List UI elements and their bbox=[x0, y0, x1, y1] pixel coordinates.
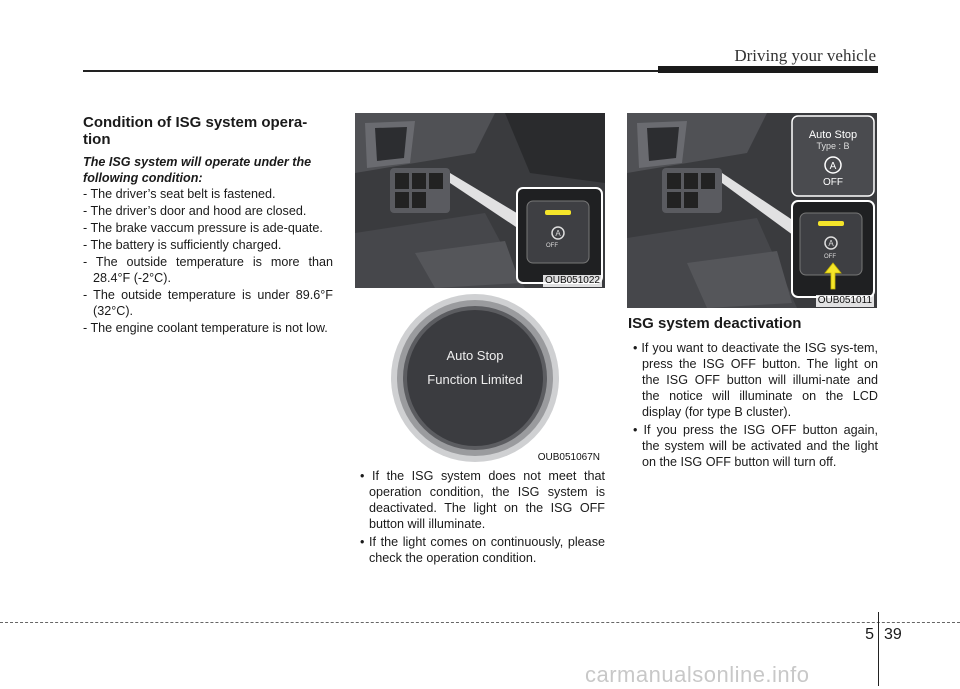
bullet-item: • If the light comes on continuously, please check the operation condition. bbox=[355, 534, 605, 566]
running-header: Driving your vehicle bbox=[734, 46, 876, 65]
figure-code: OUB051022 bbox=[544, 275, 600, 286]
right-column-text bbox=[628, 315, 878, 472]
isg-off-button-label: OFF bbox=[546, 243, 558, 249]
svg-text:A: A bbox=[829, 161, 837, 172]
condition-item: - The outside temperature is more than 28.4°F (-2°C). bbox=[83, 255, 333, 285]
page-number-separator bbox=[878, 612, 879, 686]
middle-column-text bbox=[355, 468, 605, 568]
figure-code: OUB051067N bbox=[537, 452, 600, 463]
cluster-message-line1: Auto Stop bbox=[446, 348, 504, 363]
left-column bbox=[83, 114, 333, 336]
section-heading-isg-condition: Condition of ISG system opera-tion bbox=[83, 114, 308, 148]
figure-auto-stop-function-limited bbox=[355, 290, 605, 465]
section-subheading: The ISG system will operate under the following condition: bbox=[83, 155, 312, 185]
bullet-item: • If you want to deactivate the ISG sys-tem, press the ISG OFF button. The light on the ISG OFF button will illumi-nate and the notice will illuminate on the LCD display (for type B cluster). bbox=[628, 340, 878, 420]
condition-item: - The outside temperature is under 89.6°F (32°C). bbox=[83, 288, 333, 318]
footer-dashed-rule bbox=[0, 622, 960, 623]
watermark: carmanualsonline.info bbox=[585, 662, 810, 687]
chapter-number: 5 bbox=[865, 626, 874, 643]
header-rule-accent bbox=[658, 66, 878, 73]
callout-off-label: OFF bbox=[823, 177, 843, 188]
callout-type: Type : B bbox=[816, 141, 850, 151]
isg-off-button-label: OFF bbox=[824, 254, 836, 260]
callout-title: Auto Stop bbox=[808, 129, 858, 141]
svg-text:A: A bbox=[828, 239, 834, 248]
page-number: 39 bbox=[884, 626, 902, 643]
cluster-message-line2: Function Limited bbox=[427, 372, 523, 387]
figure-code: OUB051011 bbox=[817, 295, 872, 306]
bullet-item: • If you press the ISG OFF button again, the system will be activated and the light on the ISG OFF button will turn off. bbox=[628, 422, 878, 470]
condition-item: - The brake vaccum pressure is ade-quate. bbox=[83, 221, 323, 235]
condition-item: - The driver’s seat belt is fastened. bbox=[83, 187, 276, 201]
section-heading-isg-deactivation: ISG system deactivation bbox=[628, 315, 802, 332]
condition-item: - The battery is sufficiently charged. bbox=[83, 238, 282, 252]
condition-item: - The engine coolant temperature is not low. bbox=[83, 321, 328, 335]
bullet-item: • If the ISG system does not meet that operation condition, the ISG system is deactivated. The light on the ISG OFF button will illuminate. bbox=[355, 468, 605, 532]
condition-item: - The driver’s door and hood are closed. bbox=[83, 204, 307, 218]
svg-text:A: A bbox=[555, 229, 561, 238]
figure-isg-off-button-location bbox=[355, 113, 605, 288]
dashboard-illustration bbox=[355, 113, 605, 288]
figure-isg-off-button-press bbox=[627, 113, 877, 308]
